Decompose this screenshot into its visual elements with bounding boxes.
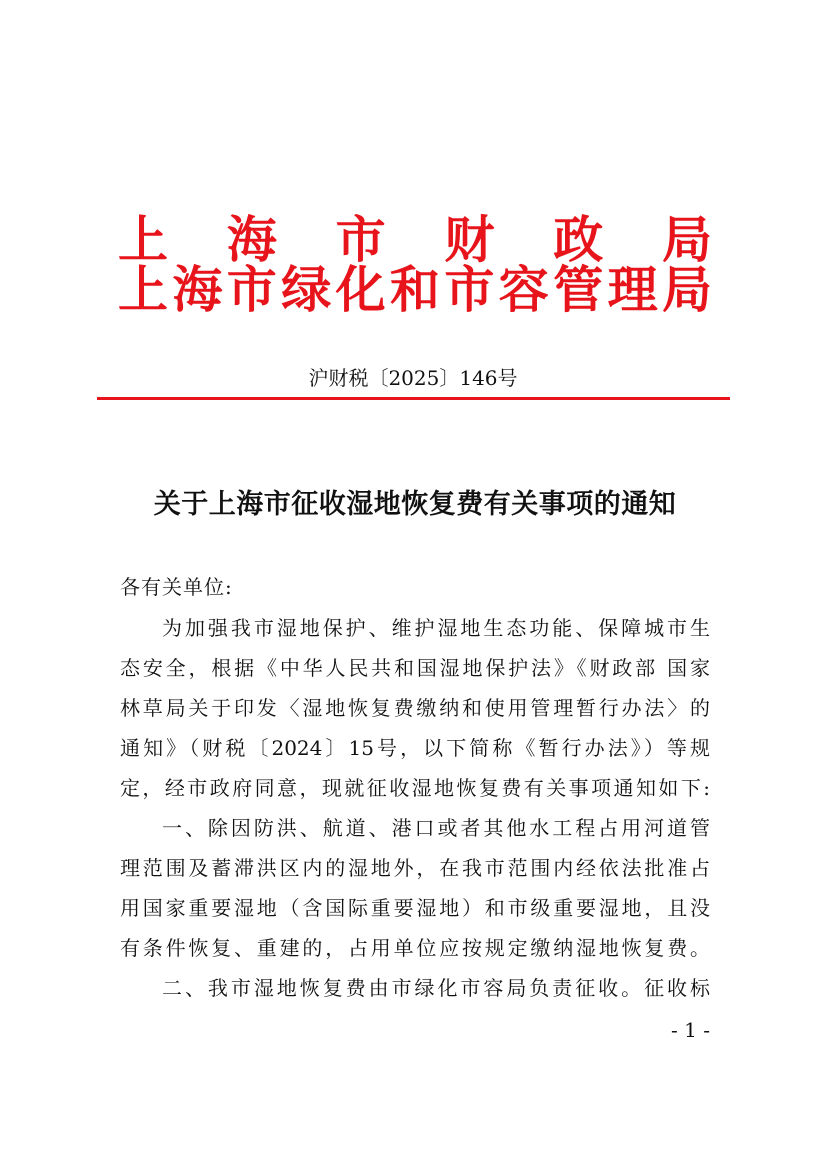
document-number: 沪财税〔2025〕146号 (308, 366, 518, 390)
body-line: 二、我市湿地恢复费由市绿化市容局负责征收。征收标 (162, 976, 710, 1000)
body-line: 一、除因防洪、航道、港口或者其他水工程占用河道管 (162, 816, 710, 840)
issuing-org-2: 上海市绿化和市容管理局 (118, 261, 712, 319)
body-line: 定，经市政府同意，现就征收湿地恢复费有关事项通知如下: (120, 776, 710, 800)
body-line: 通知》（财税〔2024〕15号，以下简称《暂行办法》）等规 (120, 736, 710, 760)
red-divider (97, 397, 730, 400)
body-line: 态安全，根据《中华人民共和国湿地保护法》《财政部 国家 (120, 656, 710, 680)
body-line: 林草局关于印发〈湿地恢复费缴纳和使用管理暂行办法〉的 (120, 696, 710, 720)
issuing-org-1: 上海市财政局 (118, 211, 712, 269)
body-line: 理范围及蓄滞洪区内的湿地外，在我市范围内经依法批准占 (120, 856, 710, 880)
body-line: 用国家重要湿地（含国际重要湿地）和市级重要湿地，且没 (120, 896, 710, 920)
body-line: 有条件恢复、重建的，占用单位应按规定缴纳湿地恢复费。 (120, 936, 710, 960)
page-number: - 1 - (671, 1018, 710, 1042)
body-line: 为加强我市湿地保护、维护湿地生态功能、保障城市生 (162, 616, 710, 640)
document-title: 关于上海市征收湿地恢复费有关事项的通知 (153, 489, 677, 520)
salutation: 各有关单位: (120, 575, 233, 599)
